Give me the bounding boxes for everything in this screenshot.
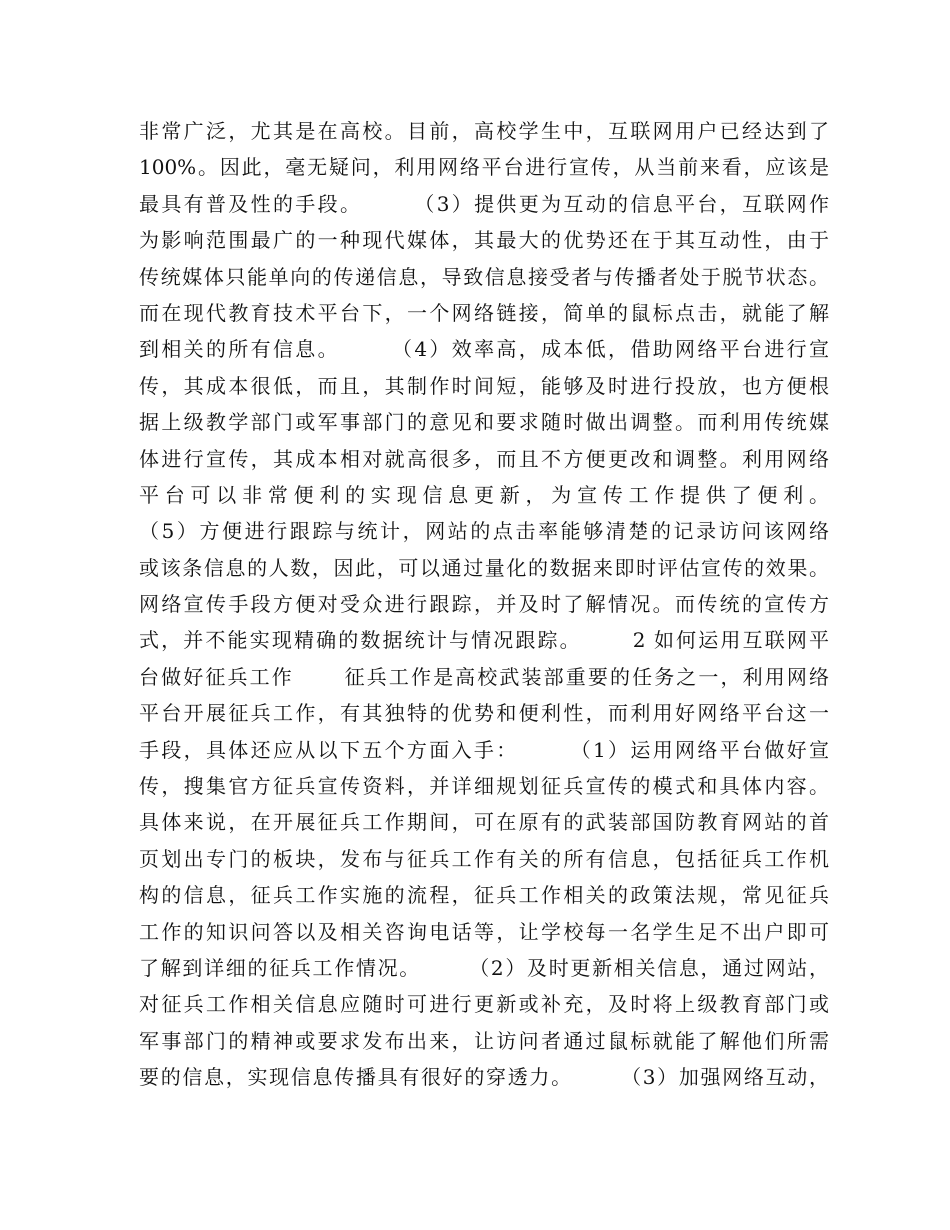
text-line: 而在现代教育技术平台下，一个网络链接，简单的鼠标点击，就能了解 — [139, 300, 829, 325]
text-line: 平台开展征兵工作，有其独特的优势和便利性，而利用好网络平台这一 — [139, 701, 829, 726]
text-line: 平台可以非常便利的实现信息更新，为宣传工作提供了便利。 — [139, 482, 829, 507]
text-line: （5）方便进行跟踪与统计，网站的点击率能够清楚的记录访问该网络 — [139, 519, 829, 544]
text-line: 体进行宣传，其成本相对就高很多，而且不方便更改和调整。利用网络 — [139, 446, 829, 471]
text-line: 到相关的所有信息。 （4）效率高，成本低，借助网络平台进行宣 — [139, 337, 829, 362]
body-text — [139, 113, 829, 1096]
text-line: 据上级教学部门或军事部门的意见和要求随时做出调整。而利用传统媒 — [139, 410, 829, 435]
text-line: 非常广泛，尤其是在高校。目前，高校学生中，互联网用户已经达到了 — [139, 119, 829, 143]
text-line: 为影响范围最广的一种现代媒体，其最大的优势还在于其互动性，由于 — [139, 228, 829, 253]
text-line: 构的信息，征兵工作实施的流程，征兵工作相关的政策法规，常见征兵 — [139, 883, 829, 908]
text-line: 100%。因此，毫无疑问，利用网络平台进行宣传，从当前来看，应该是 — [139, 155, 829, 180]
text-line: 要的信息，实现信息传播具有很好的穿透力。 （3）加强网络互动， — [139, 1065, 829, 1090]
text-line: 传，其成本很低，而且，其制作时间短，能够及时进行投放，也方便根 — [139, 373, 829, 398]
text-line: 工作的知识问答以及相关咨询电话等，让学校每一名学生足不出户即可 — [139, 919, 829, 944]
text-line: 或该条信息的人数，因此，可以通过量化的数据来即时评估宣传的效果。 — [139, 555, 829, 580]
text-line: 最具有普及性的手段。 （3）提供更为互动的信息平台，互联网作 — [139, 191, 829, 216]
text-line: 具体来说，在开展征兵工作期间，可在原有的武装部国防教育网站的首 — [139, 810, 829, 835]
text-line: 网络宣传手段方便对受众进行跟踪，并及时了解情况。而传统的宣传方 — [139, 592, 829, 617]
text-line: 式，并不能实现精确的数据统计与情况跟踪。 2 如何运用互联网平 — [139, 628, 829, 653]
text-line: 了解到详细的征兵工作情况。 （2）及时更新相关信息，通过网站， — [139, 955, 829, 980]
text-line: 页划出专门的板块，发布与征兵工作有关的所有信息，包括征兵工作机 — [139, 846, 829, 871]
text-line: 传，搜集官方征兵宣传资料，并详细规划征兵宣传的模式和具体内容。 — [139, 774, 829, 799]
text-line: 对征兵工作相关信息应随时可进行更新或补充，及时将上级教育部门或 — [139, 992, 829, 1017]
text-line: 手段，具体还应从以下五个方面入手： （1）运用网络平台做好宣 — [139, 737, 829, 762]
text-line: 军事部门的精神或要求发布出来，让访问者通过鼠标就能了解他们所需 — [139, 1028, 829, 1053]
text-line: 台做好征兵工作 征兵工作是高校武装部重要的任务之一，利用网络 — [139, 664, 829, 689]
text-line: 传统媒体只能单向的传递信息，导致信息接受者与传播者处于脱节状态。 — [139, 264, 829, 289]
